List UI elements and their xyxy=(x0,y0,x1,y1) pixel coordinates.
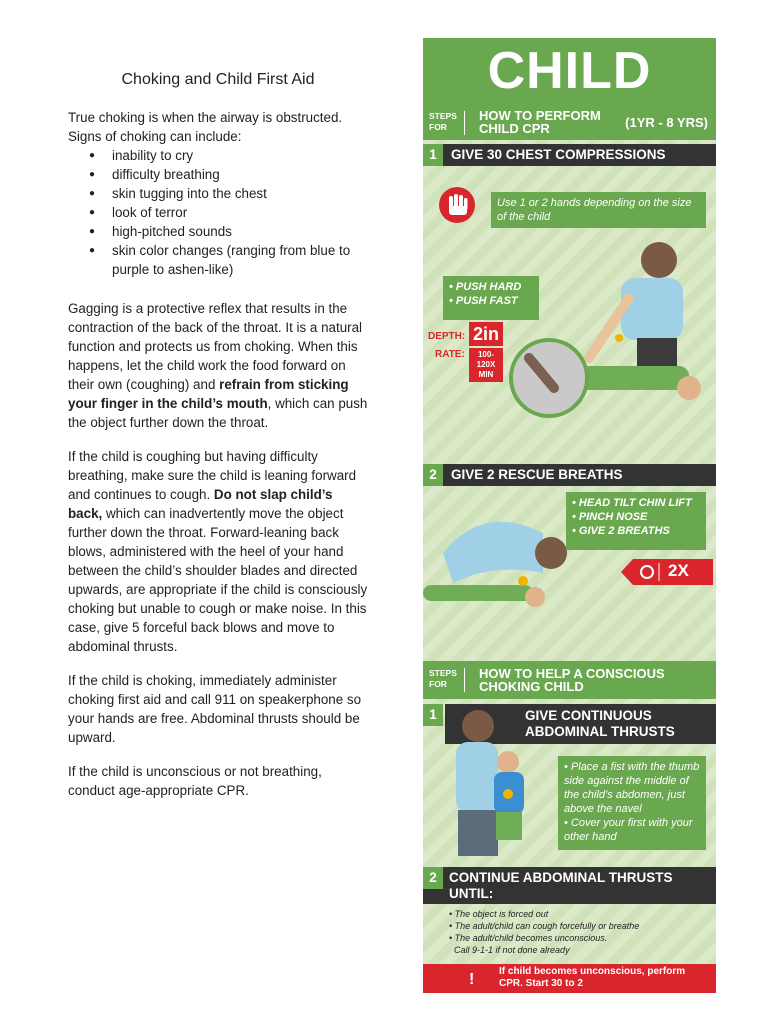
breath-step: • HEAD TILT CHIN LIFT xyxy=(572,497,692,509)
cpr-steps-header xyxy=(423,106,716,140)
choke-step2-header xyxy=(423,867,716,904)
choke-step1-title: GIVE CONTINUOUS ABDOMINAL THRUSTS xyxy=(525,708,675,739)
hand-icon xyxy=(438,186,476,229)
breath-count: 2X xyxy=(668,561,689,580)
svg-text:!: ! xyxy=(469,971,475,987)
alert-icon xyxy=(463,969,481,987)
list-item: ● look of terror xyxy=(112,203,368,222)
document-title: Choking and Child First Aid xyxy=(121,71,315,88)
step1-header xyxy=(423,144,716,166)
intro-paragraph: True choking is when the airway is obstructed. Signs of choking can include: xyxy=(68,110,343,144)
step2-title: GIVE 2 RESCUE BREATHS xyxy=(451,467,623,482)
breath-step: • GIVE 2 BREATHS xyxy=(572,525,670,537)
list-item: • The adult/child becomes unconscious. xyxy=(449,933,608,943)
coughing-paragraph: If the child is coughing but having difficulty breathing, make sure the child is leaning forward and continues to cough. Do not slap child’s back, which can inadvertently move the object further down the throat. Forward-leaning back blows, administered with the heel of your hand between the child’s shoulder blades and directed upwards, are appropriate if the child is consciously choking but unable to cough or make noise. In this case, give 5 forceful back blows and move to abdominal thrusts. xyxy=(68,449,368,654)
list-item: ● inability to cry xyxy=(112,146,368,165)
unconscious-paragraph: If the child is unconscious or not breathing, conduct age-appropriate CPR. xyxy=(68,764,322,798)
breath-callout xyxy=(566,492,706,550)
infographic-title: CHILD xyxy=(487,42,652,100)
document-body xyxy=(68,70,368,815)
step-number: 1 xyxy=(423,704,443,726)
list-item: ● skin color changes (ranging from blue to purple to ashen-like) xyxy=(112,241,368,279)
rate-value: 100-120X MIN xyxy=(469,348,503,382)
breath-step: • PINCH NOSE xyxy=(572,511,648,523)
list-item: ● difficulty breathing xyxy=(112,165,368,184)
cpr-title: HOW TO PERFORM CHILD CPR xyxy=(479,108,601,136)
choking-steps-header xyxy=(423,661,716,699)
step2-header xyxy=(423,464,716,486)
step1-title: GIVE 30 CHEST COMPRESSIONS xyxy=(451,147,666,162)
list-item: • The adult/child can cough forcefully or breathe xyxy=(449,921,640,931)
gagging-paragraph: Gagging is a protective reflex that results in the contraction of the back of the throat. It is a natural function and protects us from choking. When this happens, let the child work the food forward on their own (coughing) and refrain from sticking your finger in the child’s mouth, which can push the object further down the throat. xyxy=(68,301,368,430)
depth-label: DEPTH: xyxy=(428,331,466,342)
step-number: 1 xyxy=(423,144,443,166)
push-hard: • PUSH HARD xyxy=(449,281,522,293)
step-number: 2 xyxy=(423,867,443,889)
choking-title: HOW TO HELP A CONSCIOUS CHOKING CHILD xyxy=(479,666,665,694)
rescue-breath-illustration xyxy=(423,493,573,618)
cover-note: • Cover your first with your other hand xyxy=(564,817,693,843)
list-item: Call 9-1-1 if not done already xyxy=(454,945,570,955)
list-item: ● skin tugging into the chest xyxy=(112,184,368,203)
hands-note: Use 1 or 2 hands depending on the size of the child xyxy=(491,192,706,228)
rate-label: RATE: xyxy=(435,349,465,360)
abdominal-thrust-illustration xyxy=(428,706,558,871)
steps-tag: STEPS FOR xyxy=(427,111,465,135)
infographic-title-band xyxy=(423,38,716,106)
thrust-callout xyxy=(558,756,706,850)
until-list xyxy=(449,908,709,956)
fist-note: • Place a fist with the thumb side against the middle of the child’s abdomen, just above the navel xyxy=(564,761,700,815)
steps-tag: STEPS FOR xyxy=(427,668,465,692)
list-item: • The object is forced out xyxy=(449,909,549,919)
warning-text: If child becomes unconscious, perform CPR. Start 30 to 2 xyxy=(499,966,686,989)
push-fast: • PUSH FAST xyxy=(449,295,518,307)
choke-step2-title: CONTINUE ABDOMINAL THRUSTS UNTIL: xyxy=(449,870,673,901)
depth-value: 2in xyxy=(469,322,503,346)
breath-count-badge xyxy=(621,559,713,590)
signs-list xyxy=(68,146,368,279)
cpr-infographic xyxy=(423,38,716,993)
age-range: (1YR - 8 YRS) xyxy=(625,115,708,130)
step-number: 2 xyxy=(423,464,443,486)
choking-paragraph: If the child is choking, immediately administer choking first aid and call 911 on speakerphone so your hands are free. Abdominal thrusts should be upward. xyxy=(68,673,362,745)
chest-compression-illustration xyxy=(509,238,709,423)
list-item: ● high-pitched sounds xyxy=(112,222,368,241)
warning-banner xyxy=(423,964,716,993)
